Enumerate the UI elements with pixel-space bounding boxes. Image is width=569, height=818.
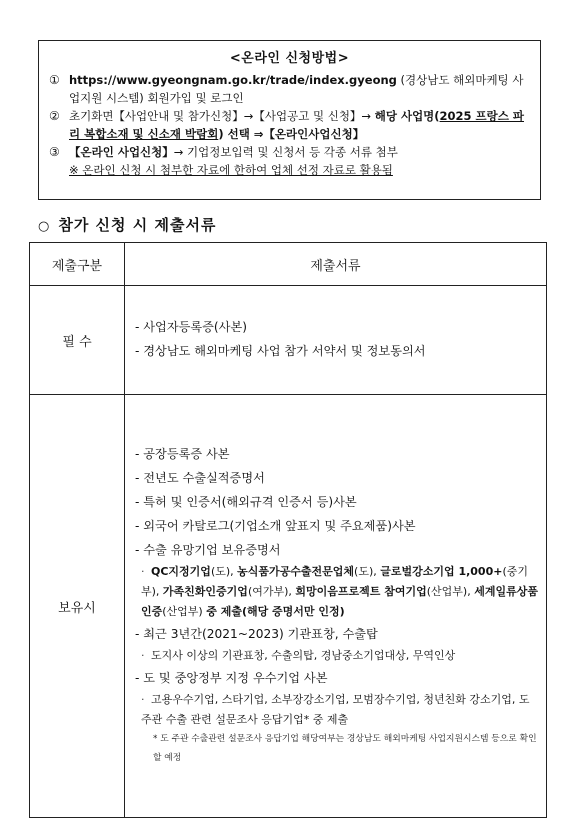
list-item: - 경상남도 해외마케팅 사업 참가 서약서 및 정보동의서	[135, 344, 426, 358]
section-title: 참가 신청 시 제출서류	[58, 216, 217, 234]
list-item: - 수출 유망기업 보유증명서	[135, 543, 281, 557]
step-3	[49, 143, 530, 161]
step-text: (경상남도 해외마케팅 사업지원 시스템) 회원가입 및 로그인	[69, 73, 524, 105]
table-row-optional	[30, 395, 547, 818]
step-2	[49, 107, 530, 143]
header-documents: 제출서류	[125, 243, 547, 286]
dot-bullet-icon: ·	[141, 565, 145, 578]
step-number: ①	[49, 73, 60, 87]
list-item: - 전년도 수출실적증명서	[135, 471, 265, 485]
dot-bullet-icon: ·	[141, 649, 145, 662]
dot-bullet-icon: ·	[141, 693, 145, 706]
table-row-required	[30, 286, 547, 395]
step-text-bold: 해당 사업명(	[374, 109, 440, 123]
table-header-row	[30, 243, 547, 286]
list-item: - 사업자등록증(사본)	[135, 320, 247, 334]
list-item: - 외국어 카탈로그(기업소개 앞표지 및 주요제품)사본	[135, 519, 416, 533]
step-text: 초기화면【사업안내 및 참가신청】→【사업공고 및 신청】→	[69, 109, 375, 123]
category-optional: 보유시	[30, 395, 125, 818]
optional-items	[125, 395, 547, 818]
step-1	[49, 71, 530, 107]
step-number: ③	[49, 145, 60, 159]
category-required: 필 수	[30, 286, 125, 395]
site-url[interactable]: https://www.gyeongnam.go.kr/trade/index.gyeong	[69, 73, 397, 87]
section-heading	[38, 214, 216, 235]
list-item: - 특허 및 인증서(해외규격 인증서 등)사본	[135, 495, 357, 509]
list-item: - 최근 3년간(2021~2023) 기관표창, 수출탑	[135, 627, 378, 641]
list-item: - 공장등록증 사본	[135, 447, 230, 461]
box-title: <온라인 신청방법>	[229, 51, 350, 66]
step-text: → 기업정보입력 및 신청서 등 각종 서류 첨부	[173, 145, 398, 159]
online-application-box	[38, 40, 541, 200]
award-list: · 도지사 이상의 기관표창, 수출의탑, 경남중소기업대상, 무역인상	[135, 646, 540, 666]
documents-table	[29, 242, 547, 818]
event-name: 2025 프랑스 파리 복합소재 및 신소재 박람회	[69, 109, 524, 141]
required-items	[125, 286, 547, 395]
step-number: ②	[49, 109, 60, 123]
survey-footnote: * 도 주관 수출관련 설문조사 응답기업 해당여부는 경상남도 해외마케팅 사업지원시스템 등으로 확인할 예정	[153, 734, 537, 763]
export-cert-list: · QC지정기업(도), 농식품가공수출전문업체(도), 글로벌강소기업 1,000+(중기부), 가족친화인증기업(여가부), 희망이음프로젝트 참여기업(산업부), 세계일류상품인증(산업부) 중 제출(해당 증명서만 인정)	[135, 562, 540, 622]
list-item: - 도 및 중앙정부 지정 우수기업 사본	[135, 671, 328, 685]
step-text-bold: ) 선택 ⇒【온라인사업신청】	[218, 127, 365, 141]
excellent-company-list: · 고용우수기업, 스타기업, 소부장강소기업, 모범장수기업, 청년친화 강소기업, 도 주관 수출 관련 설문조사 응답기업* 중 제출	[135, 690, 540, 730]
circle-bullet-icon: ○	[38, 219, 51, 234]
box-note: ※ 온라인 신청 시 첨부한 자료에 한하여 업체 선정 자료로 활용됨	[69, 163, 393, 177]
step-text-bold: 【온라인 사업신청】	[69, 145, 174, 159]
header-category: 제출구분	[30, 243, 125, 286]
